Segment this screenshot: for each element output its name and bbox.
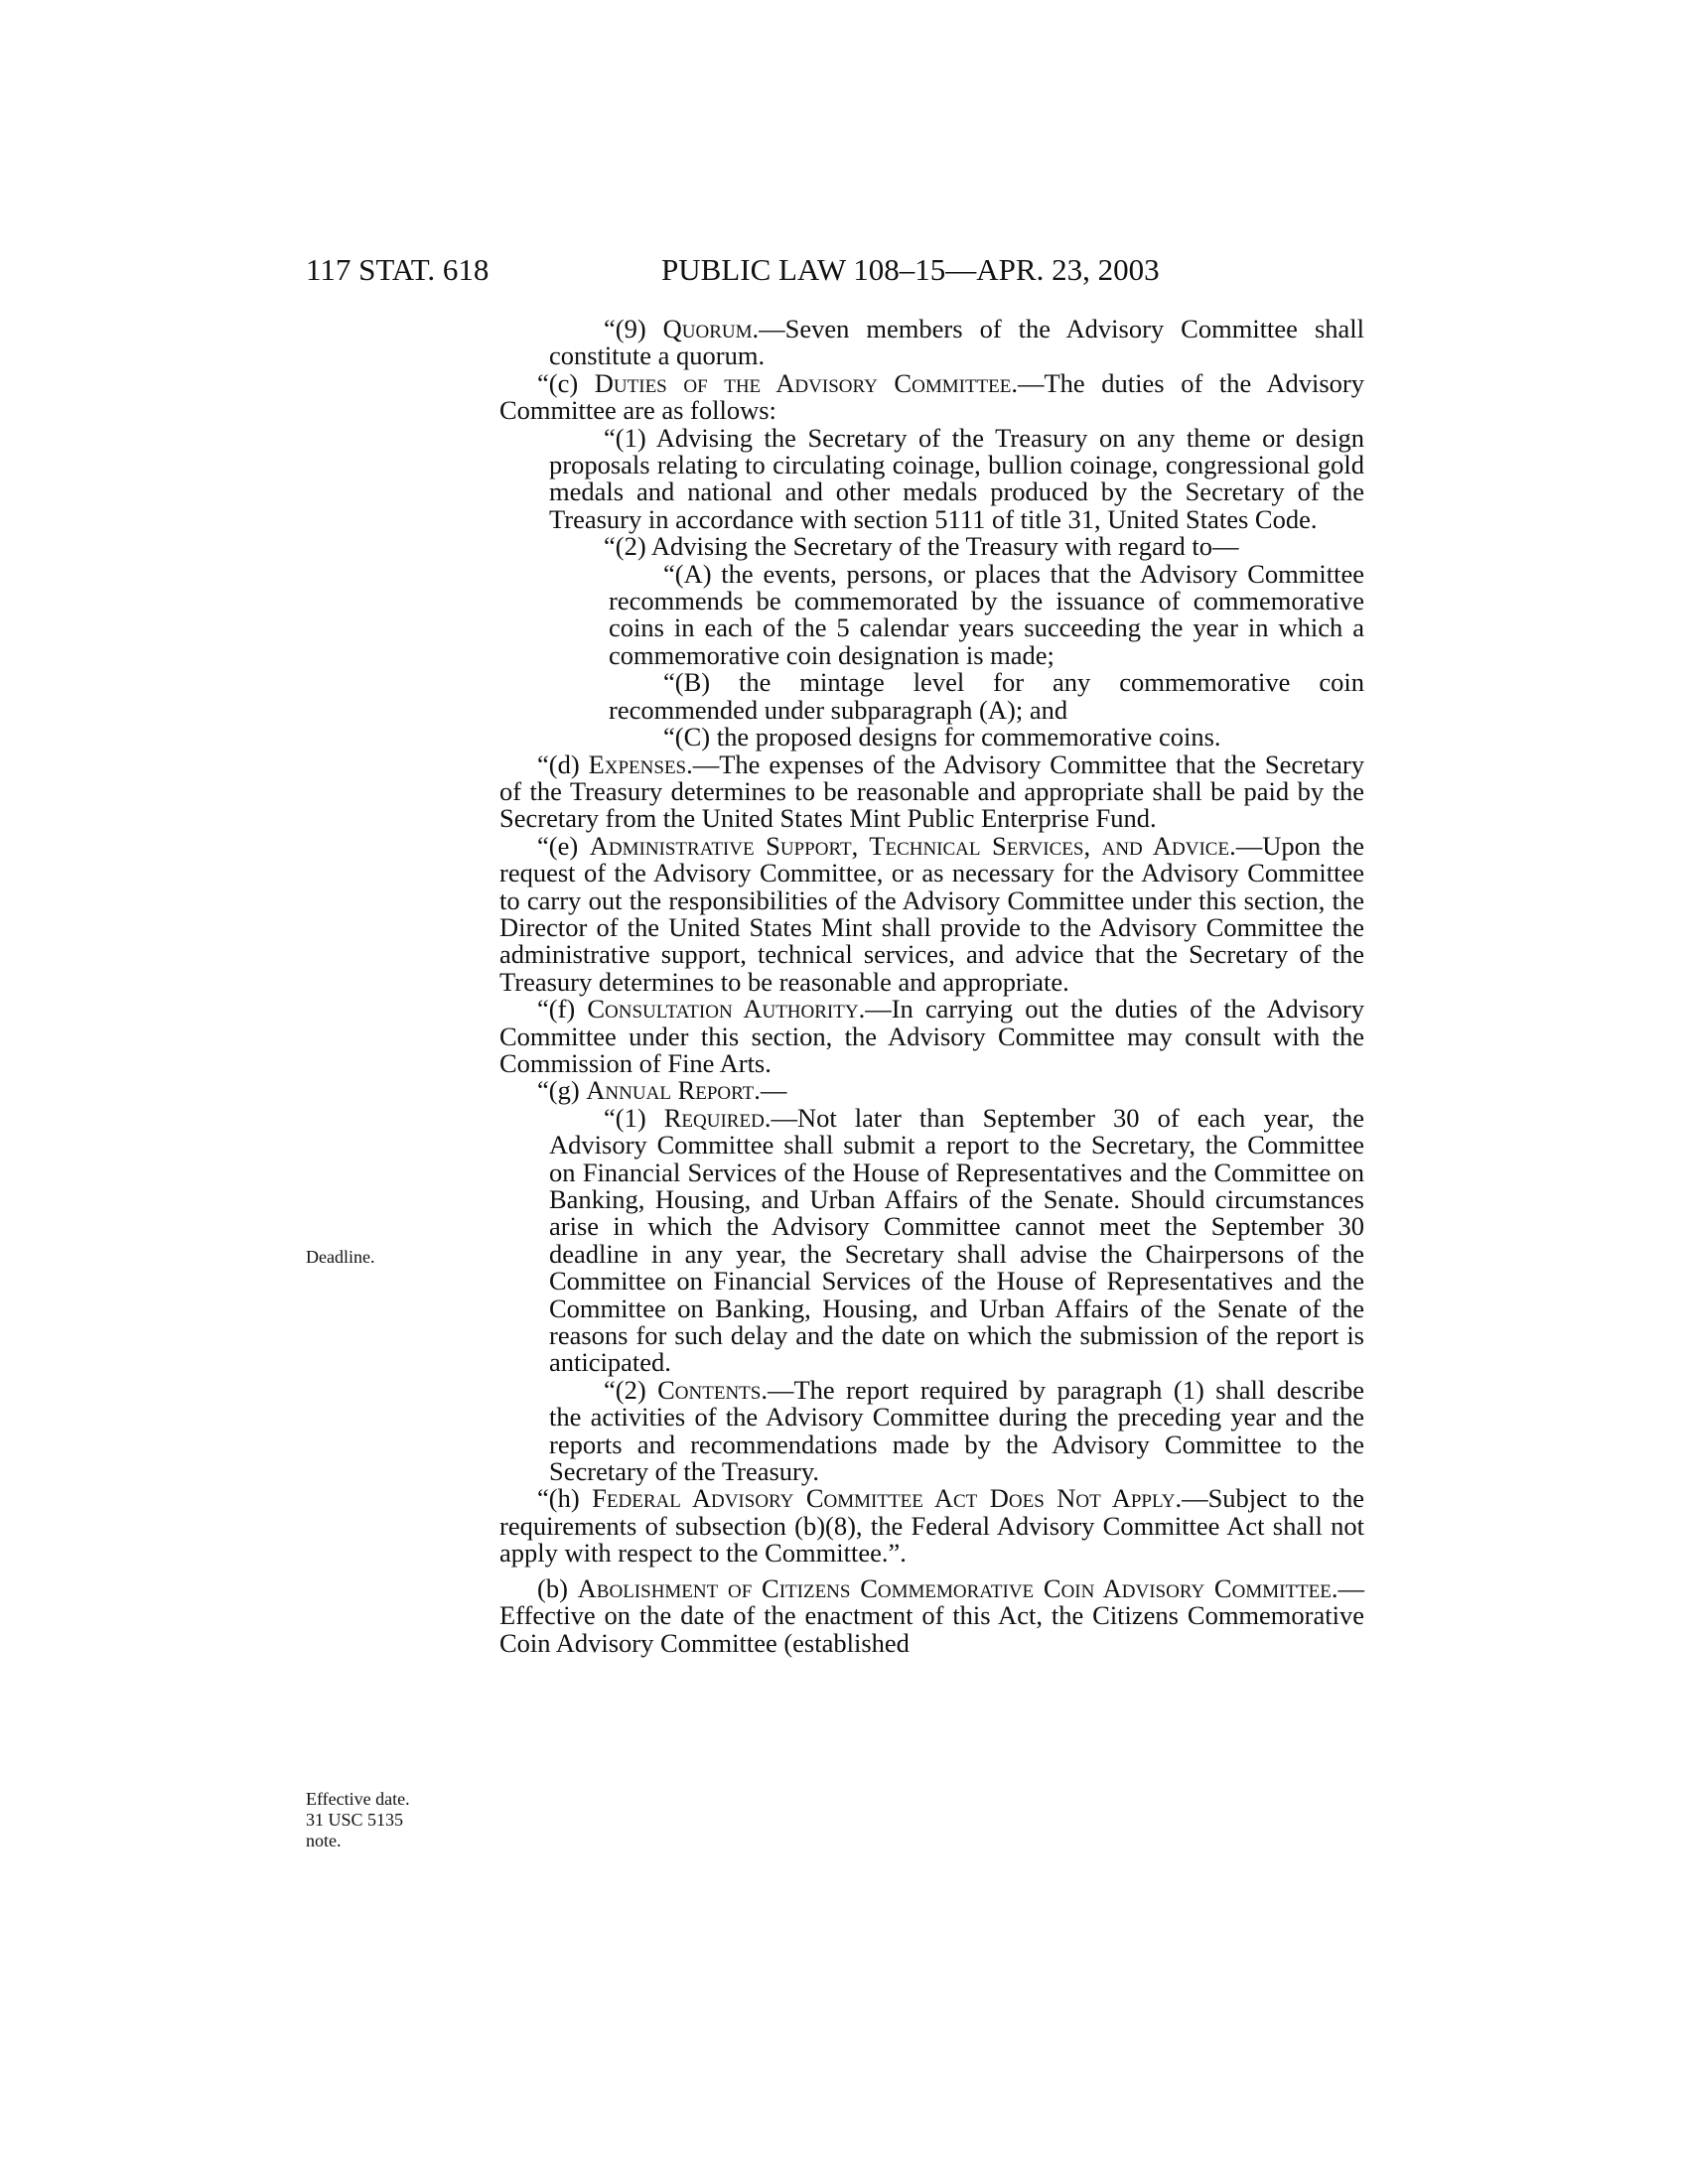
- heading-abolishment: Abolishment of Citizens Commemorative Coin Advisory Committee: [577, 1572, 1332, 1603]
- subsection-d-expenses: “(d) Expenses.—The expenses of the Advisory Committee that the Secretary of the Treasury determines to be reasonable and appropriate shall be paid by the Secretary from the United States Mint Public Enterprise Fund.: [499, 749, 1364, 834]
- heading-admin-support: Administrative Support, Technical Services, and Advice: [589, 830, 1230, 861]
- subparagraph-c2a: “(A) the events, persons, or places that the Advisory Committee recommends be commemorated by the issuance of commemorative coins in each of the 5 calendar years succeeding the year in which a commemorative coin designation is made;: [609, 558, 1364, 670]
- heading-consultation: Consultation Authority: [587, 994, 859, 1024]
- page-running-head: PUBLIC LAW 108–15—APR. 23, 2003: [661, 252, 1160, 287]
- subsection-f-consultation: “(f) Consultation Authority.—In carrying out the duties of the Advisory Committee under this section, the Advisory Committee may consult with the Commission of Fine Arts.: [499, 994, 1364, 1078]
- paragraph-c2: “(2) Advising the Secretary of the Treasury with regard to—: [604, 531, 1239, 562]
- subsection-g-annual-report: “(g) Annual Report.—: [537, 1075, 787, 1106]
- heading-required: Required: [663, 1102, 765, 1133]
- heading-duties: Duties of the Advisory Committee: [594, 367, 1012, 398]
- subparagraph-c2c: “(C) the proposed designs for commemorative coins.: [663, 722, 1221, 752]
- subparagraph-c2b: “(B) the mintage level for any commemorative coin recommended under subparagraph (A); and: [609, 667, 1364, 725]
- paragraph-c1: “(1) Advising the Secretary of the Treasury on any theme or design proposals relating to circulating coinage, bullion coinage, congressional gold medals and national and other medals produced by the Secretary of the Treasury in accordance with section 5111 of title 31, United States Code.: [549, 422, 1364, 534]
- heading-contents: Contents: [657, 1374, 762, 1405]
- margin-note-line: note.: [306, 1831, 342, 1850]
- margin-note-effective-date: [306, 1789, 410, 1851]
- subsection-h-faca: “(h) Federal Advisory Committee Act Does Not Apply.—Subject to the requirements of subsection (b)(8), the Federal Advisory Committee Act shall not apply with respect to the Committee.”.: [499, 1483, 1365, 1569]
- heading-faca: Federal Advisory Committee Act Does Not Apply: [592, 1483, 1176, 1514]
- paragraph-9-quorum: “(9) Quorum.—Seven members of the Advisory Committee shall constitute a quorum.: [549, 314, 1364, 371]
- heading-annual-report: Annual Report: [586, 1075, 755, 1106]
- page-stat-citation: 117 STAT. 618: [306, 252, 490, 287]
- margin-note-deadline: Deadline.: [306, 1247, 375, 1267]
- margin-note-line: 31 USC 5135: [306, 1810, 404, 1830]
- subsection-c-duties: “(c) Duties of the Advisory Committee.—The duties of the Advisory Committee are as follows:: [499, 367, 1365, 426]
- margin-note-line: Effective date.: [306, 1789, 410, 1809]
- paragraph-g1-required: “(1) Required.—Not later than September 30 of each year, the Advisory Committee shall submit a report to the Secretary, the Committee on Financial Services of the House of Representatives and the Committee on Banking, Housing, and Urban Affairs of the Senate. Should circumstances arise in which the Advisory Committee cannot meet the September 30 deadline in any year, the Secretary shall advise the Chairpersons of the Committee on Financial Services of the House of Representatives and the Committee on Banking, Housing, and Urban Affairs of the Senate of the reasons for such delay and the date on which the submission of the report is anticipated.: [549, 1102, 1364, 1378]
- subsection-b-abolishment: (b) Abolishment of Citizens Commemorative Coin Advisory Committee.—Effective on the date of the enactment of this Act, the Citizens Commemorative Coin Advisory Committee (established: [499, 1572, 1364, 1658]
- heading-expenses: Expenses: [588, 749, 687, 779]
- subsection-e-support: “(e) Administrative Support, Technical Services, and Advice.—Upon the request of the Advisory Committee, or as necessary for the Advisory Committee to carry out the responsibilities of the Advisory Committee under this section, the Director of the United States Mint shall provide to the Advisory Committee the administrative support, technical services, and advice that the Secretary of the Treasury determines to be reasonable and appropriate.: [499, 830, 1364, 997]
- paragraph-g2-contents: “(2) Contents.—The report required by paragraph (1) shall describe the activities of the Advisory Committee during the preceding year and the reports and recommendations made by the Advisory Committee to the Secretary of the Treasury.: [549, 1374, 1364, 1487]
- heading-quorum: Quorum: [662, 314, 753, 343]
- statute-body: [499, 316, 1364, 1657]
